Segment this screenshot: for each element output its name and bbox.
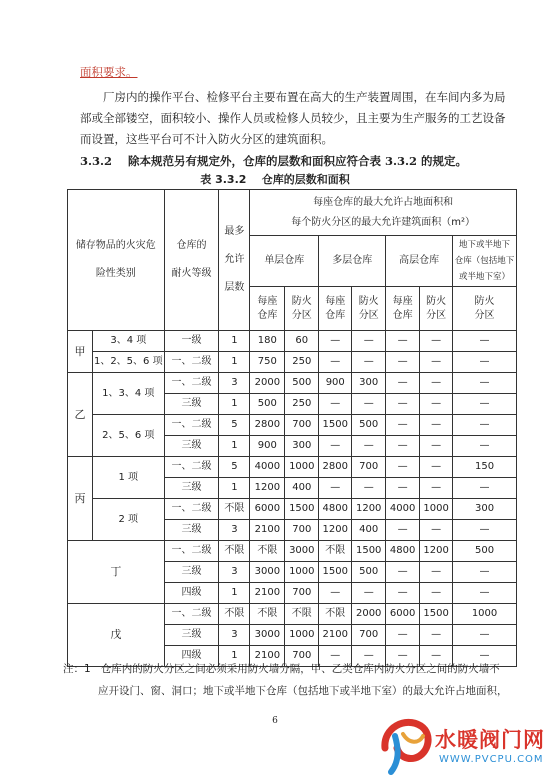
table-cell: 180 [250, 331, 285, 352]
header-grade-line1: 仓库的 [176, 240, 207, 251]
table-cell: 三级 [164, 562, 219, 583]
table-cell: — [420, 520, 453, 541]
header-max-floors [219, 190, 250, 331]
header-each-high: 每座 仓库 [386, 287, 420, 331]
table-cell: — [352, 583, 386, 604]
table-cell: 1 [219, 394, 250, 415]
brand-logo-icon [377, 714, 435, 776]
table-cell: 一、二级 [164, 499, 219, 520]
header-multi-floor: 多层仓库 [319, 236, 386, 287]
table-row [68, 541, 517, 562]
table-row [68, 331, 517, 352]
table-cell: 不限 [285, 604, 319, 625]
header-under-line2: 仓库（包括地下 [454, 256, 515, 266]
table-cell: 1500 [420, 604, 453, 625]
table-cell: 3 [219, 520, 250, 541]
table-cell: 2000 [352, 604, 386, 625]
table-cell: — [319, 394, 352, 415]
table-cell: 1 [219, 352, 250, 373]
table-cell: — [453, 373, 517, 394]
table-cell: 3000 [250, 562, 285, 583]
table-cell: — [453, 352, 517, 373]
table-cell: 750 [250, 352, 285, 373]
header-floors-line1: 最多 [224, 226, 245, 237]
table-cell: 1500 [285, 499, 319, 520]
table-cell: 2100 [319, 625, 352, 646]
table-cell: 3000 [250, 625, 285, 646]
note-line-2: 应开设门、窗、洞口；地下或半地下仓库（包括地下或半地下室）的最大允许占地面积， [98, 685, 508, 697]
table-cell: 2000 [250, 373, 285, 394]
table-cell: 500 [250, 394, 285, 415]
table-cell: — [386, 478, 420, 499]
table-cell: 5 [219, 457, 250, 478]
table-cell: 2 项 [92, 499, 164, 541]
table-cell: 900 [250, 436, 285, 457]
table-row [68, 457, 517, 478]
table-cell: — [319, 352, 352, 373]
table-cell: 1000 [285, 562, 319, 583]
table-cell: 4000 [250, 457, 285, 478]
table-cell: 不限 [319, 604, 352, 625]
table-cell: 500 [285, 373, 319, 394]
table-cell: 3000 [285, 541, 319, 562]
table-cell: 一、二级 [164, 457, 219, 478]
table-cell: 2800 [250, 415, 285, 436]
table-cell: — [420, 646, 453, 667]
table-cell: — [420, 352, 453, 373]
table-cell: 700 [285, 415, 319, 436]
table-cell: 700 [285, 520, 319, 541]
paragraph-line-2: 部或全部镂空，面积较小、操作人员或检修人员较少，且主要为生产服务的工艺设备 [80, 111, 506, 125]
table-cell: 1 [219, 331, 250, 352]
table-cell: 2100 [250, 646, 285, 667]
red-heading-fragment: 面积要求。 [80, 65, 138, 79]
table-cell: — [453, 583, 517, 604]
table-cell: 3 [219, 562, 250, 583]
table-cell: — [420, 457, 453, 478]
table-cell: — [352, 646, 386, 667]
table-cell: 1 [219, 478, 250, 499]
table-cell: — [453, 415, 517, 436]
table-cell: 400 [352, 520, 386, 541]
category-jia: 甲 [68, 331, 93, 373]
table-cell: 1200 [420, 541, 453, 562]
table-cell: 500 [453, 541, 517, 562]
table-row [68, 352, 517, 373]
table-row [68, 373, 517, 394]
table-cell: — [453, 394, 517, 415]
table-cell: 700 [285, 646, 319, 667]
clause-text: 除本规范另有规定外，仓库的层数和面积应符合表 3.3.2 的规定。 [128, 154, 468, 168]
category-wu: 戊 [68, 604, 165, 667]
table-cell: — [420, 394, 453, 415]
table-cell: 不限 [250, 604, 285, 625]
table-cell: — [453, 625, 517, 646]
table-cell: — [420, 478, 453, 499]
table-cell: 4800 [319, 499, 352, 520]
header-zone-under: 防火 分区 [453, 287, 517, 331]
header-area-line1: 每座仓库的最大允许占地面积和 [313, 196, 454, 208]
table-cell: 400 [285, 478, 319, 499]
category-yi: 乙 [68, 373, 93, 457]
table-cell: — [386, 352, 420, 373]
note-line-1: 注：1 仓库内的防火分区之间必须采用防火墙分隔，甲、乙类仓库内防火分区之间的防火墙不 [63, 663, 500, 675]
table-cell: 1500 [319, 562, 352, 583]
table-cell: — [386, 583, 420, 604]
table-cell: 250 [285, 394, 319, 415]
header-floors-line2: 允许 [224, 254, 245, 265]
table-cell: 1500 [352, 541, 386, 562]
brand-name: 水暖阀门网 [435, 728, 545, 752]
table-cell: — [319, 331, 352, 352]
header-category-line2: 险性类别 [95, 268, 136, 279]
header-zone-high: 防火 分区 [420, 287, 453, 331]
table-cell: 700 [285, 583, 319, 604]
table-cell: 1200 [250, 478, 285, 499]
table-cell: 2800 [319, 457, 352, 478]
table-cell: 900 [319, 373, 352, 394]
header-single-floor: 单层仓库 [250, 236, 319, 287]
header-zone-multi: 防火 分区 [352, 287, 386, 331]
table-cell: 1 [219, 583, 250, 604]
table-cell: — [386, 415, 420, 436]
table-cell: 1、3、4 项 [92, 373, 164, 415]
category-ding: 丁 [68, 541, 165, 604]
table-cell: 1 [219, 436, 250, 457]
table-cell: — [319, 646, 352, 667]
table-cell: — [386, 562, 420, 583]
table-cell: — [386, 646, 420, 667]
table-cell: 300 [453, 499, 517, 520]
header-underground [453, 236, 517, 287]
table-cell: — [386, 436, 420, 457]
table-cell: 不限 [219, 499, 250, 520]
table-cell: 一、二级 [164, 541, 219, 562]
clause-heading [80, 151, 467, 172]
table-cell: 300 [352, 373, 386, 394]
table-cell: — [453, 436, 517, 457]
table-cell: — [453, 520, 517, 541]
table-cell: — [420, 373, 453, 394]
table-cell: 3 [219, 625, 250, 646]
table-cell: 6000 [386, 604, 420, 625]
header-each-single: 每座 仓库 [250, 287, 285, 331]
table-cell: — [319, 436, 352, 457]
table-cell: — [386, 457, 420, 478]
brand-url: WWW.PVCPU.COM [439, 754, 544, 765]
table-cell: 三级 [164, 520, 219, 541]
table-cell: — [386, 520, 420, 541]
table-cell: 2100 [250, 583, 285, 604]
category-bing: 丙 [68, 457, 93, 541]
header-each-multi: 每座 仓库 [319, 287, 352, 331]
table-cell: 1000 [420, 499, 453, 520]
table-cell: — [386, 331, 420, 352]
table-cell: — [319, 583, 352, 604]
table-cell: 一级 [164, 331, 219, 352]
header-high-rise: 高层仓库 [386, 236, 453, 287]
page-number: 6 [272, 716, 278, 726]
table-caption: 表 3.3.2 仓库的层数和面积 [200, 173, 350, 186]
table-cell: 三级 [164, 394, 219, 415]
table-row [68, 604, 517, 625]
header-category [68, 190, 165, 331]
table-cell: — [420, 415, 453, 436]
table-cell: 不限 [219, 541, 250, 562]
paragraph-line-1: 厂房内的操作平台、检修平台主要布置在高大的生产装置周围，在车间内多为局 [103, 90, 506, 104]
header-zone-single: 防火 分区 [285, 287, 319, 331]
table-cell: — [453, 562, 517, 583]
header-category-line1: 储存物品的火灾危 [75, 240, 156, 251]
header-grade-line2: 耐火等级 [171, 268, 212, 279]
table-cell: — [352, 478, 386, 499]
header-under-line1: 地下或半地下 [459, 240, 511, 250]
table-cell: — [386, 373, 420, 394]
header-area [250, 190, 517, 236]
table-cell: — [386, 394, 420, 415]
table-cell: 500 [352, 562, 386, 583]
table-cell: 1000 [285, 457, 319, 478]
table-cell: — [420, 436, 453, 457]
table-cell: 4000 [386, 499, 420, 520]
table-cell: 1000 [453, 604, 517, 625]
table-cell: 4800 [386, 541, 420, 562]
table-cell: 1200 [352, 499, 386, 520]
table-cell: — [386, 625, 420, 646]
table-cell: 700 [352, 625, 386, 646]
table-cell: — [453, 331, 517, 352]
table-row [68, 499, 517, 520]
table-cell: 150 [453, 457, 517, 478]
table-cell: 四级 [164, 583, 219, 604]
warehouse-area-table [67, 189, 517, 667]
table-cell: — [420, 625, 453, 646]
table-cell: 500 [352, 415, 386, 436]
table-cell: 1 项 [92, 457, 164, 499]
table-cell: — [420, 562, 453, 583]
table-cell: 一、二级 [164, 604, 219, 625]
paragraph-line-3: 而设置，这些平台可不计入防火分区的建筑面积。 [80, 132, 333, 146]
table-row [68, 415, 517, 436]
table-cell: 300 [285, 436, 319, 457]
clause-number: 3.3.2 [80, 154, 113, 168]
table-cell: 5 [219, 415, 250, 436]
table-cell: 三级 [164, 625, 219, 646]
table-cell: 不限 [250, 541, 285, 562]
table-cell: 1、2、5、6 项 [92, 352, 164, 373]
table-cell: 2、5、6 项 [92, 415, 164, 457]
table-cell: 四级 [164, 646, 219, 667]
table-cell: 一、二级 [164, 352, 219, 373]
header-floors-line3: 层数 [224, 282, 245, 293]
table-cell: — [420, 331, 453, 352]
table-cell: — [420, 583, 453, 604]
watermark-logo [371, 712, 550, 779]
table-cell: 2100 [250, 520, 285, 541]
header-fire-grade [164, 190, 219, 331]
table-cell: 1500 [319, 415, 352, 436]
table-cell: 三级 [164, 436, 219, 457]
table-cell: 60 [285, 331, 319, 352]
table-cell: 不限 [319, 541, 352, 562]
table-cell: 1200 [319, 520, 352, 541]
table-cell: 6000 [250, 499, 285, 520]
table-cell: 250 [285, 352, 319, 373]
table-cell: — [352, 352, 386, 373]
table-cell: — [352, 436, 386, 457]
table-cell: — [352, 331, 386, 352]
table-cell: 1000 [285, 625, 319, 646]
table-cell: 不限 [219, 604, 250, 625]
table-cell: — [319, 478, 352, 499]
table-cell: 700 [352, 457, 386, 478]
table-cell: — [352, 394, 386, 415]
table-cell: 三级 [164, 478, 219, 499]
table-cell: 一、二级 [164, 373, 219, 394]
table-cell: — [453, 478, 517, 499]
header-area-line2: 每个防火分区的最大允许建筑面积（m²） [291, 216, 476, 228]
table-cell: — [453, 646, 517, 667]
table-cell: 3 [219, 373, 250, 394]
table-cell: 1 [219, 646, 250, 667]
table-cell: 3、4 项 [92, 331, 164, 352]
table-cell: 一、二级 [164, 415, 219, 436]
header-under-line3: 或半地下室） [459, 272, 511, 282]
